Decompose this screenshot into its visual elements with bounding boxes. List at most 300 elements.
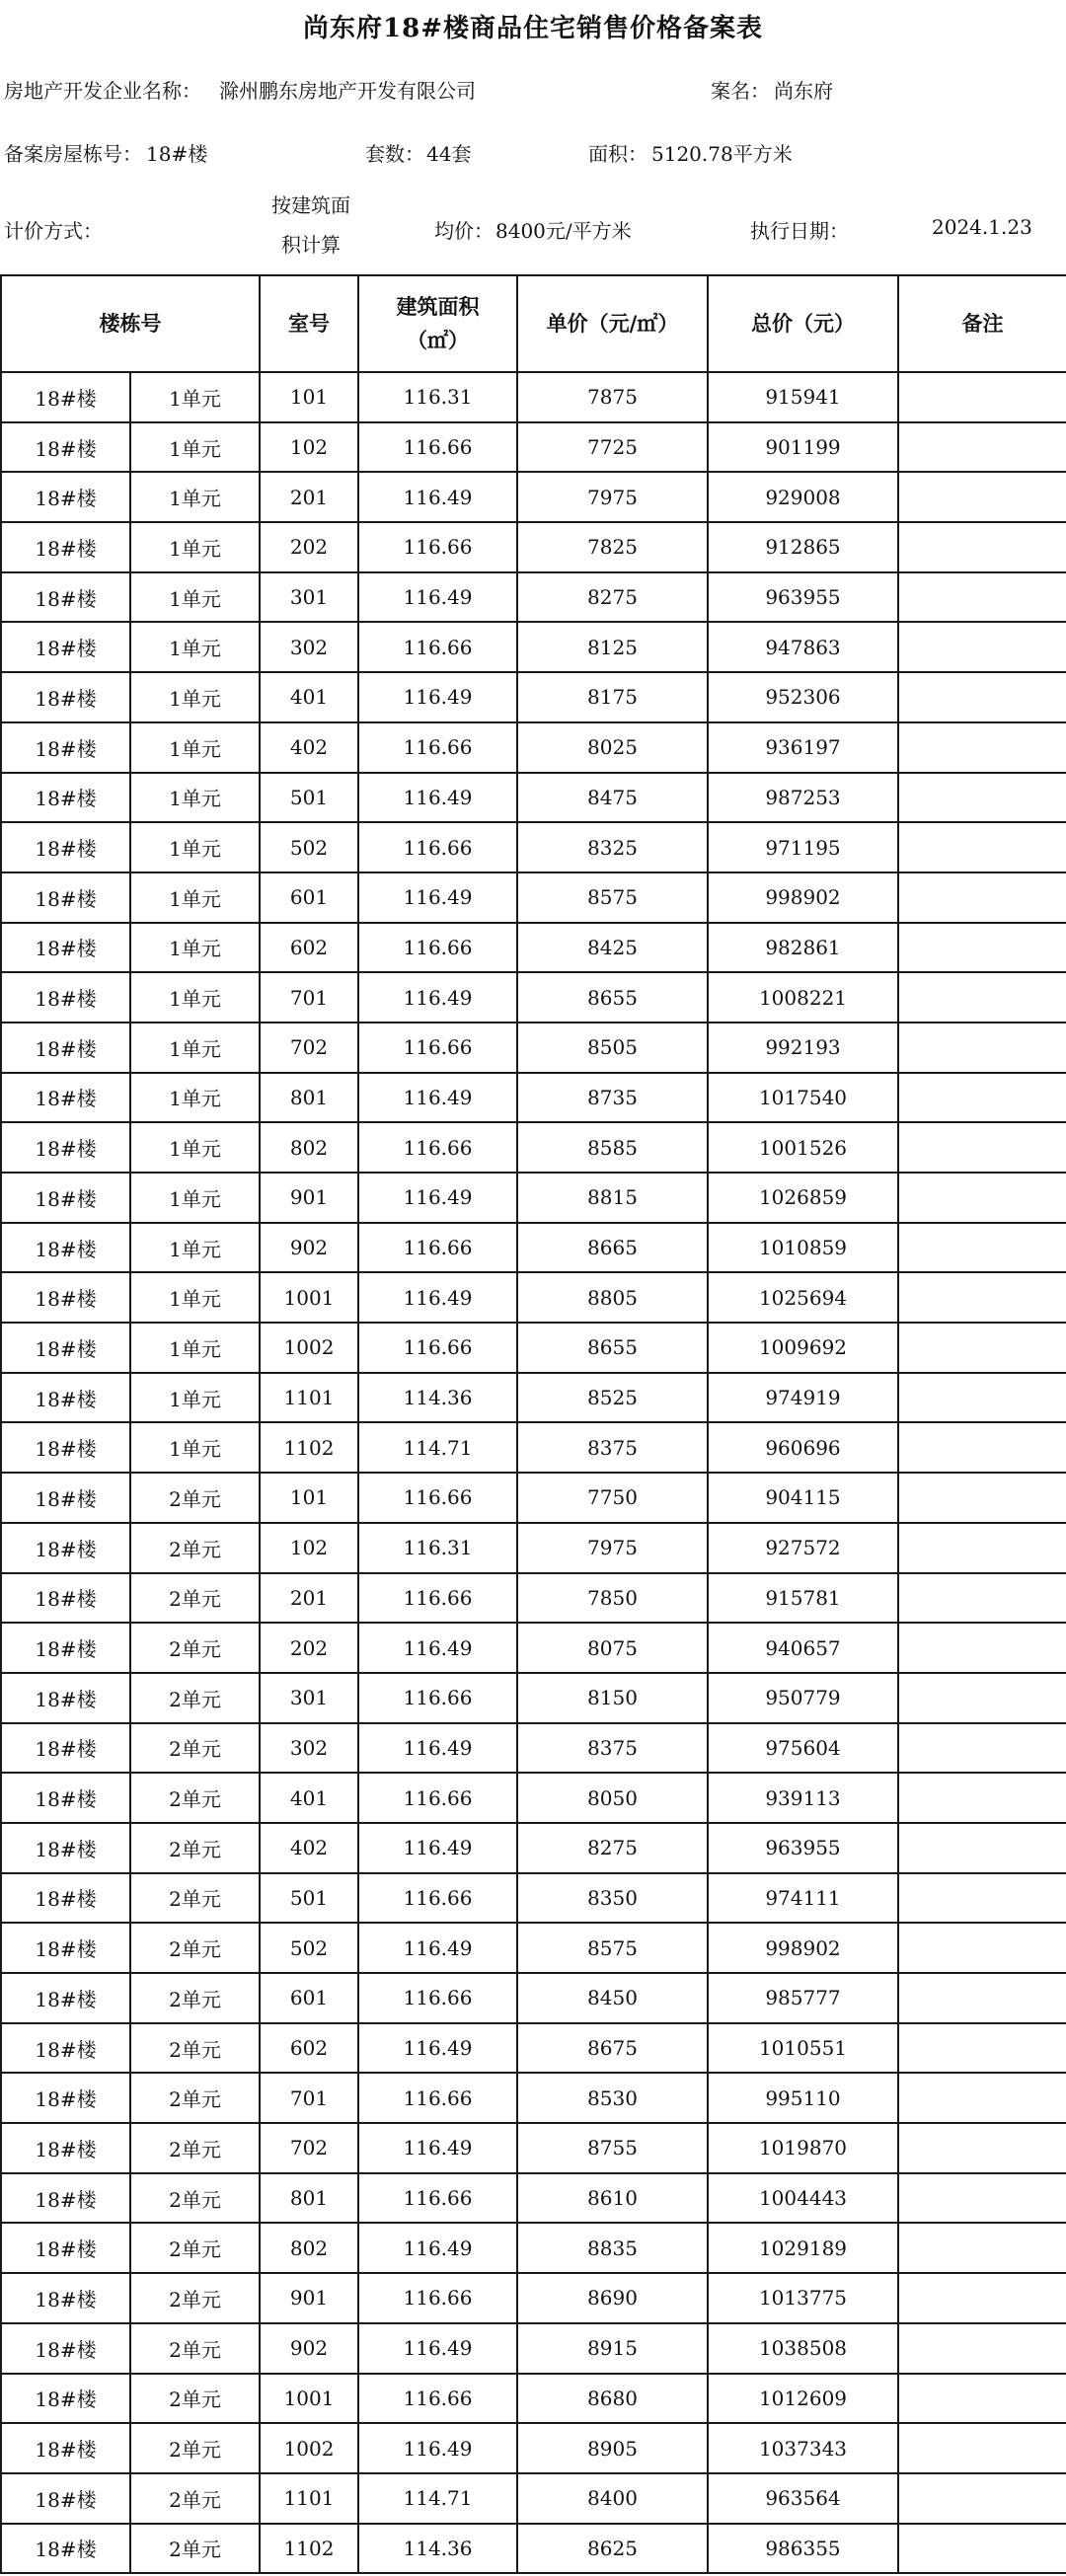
unit-price-cell: 8175	[517, 672, 708, 722]
area-value: 5120.78平方米	[651, 142, 793, 166]
building-cell: 18#楼	[1, 1723, 130, 1774]
unit-cell: 1单元	[130, 1122, 260, 1173]
room-cell: 902	[260, 2323, 358, 2374]
total-price-cell: 901199	[708, 422, 898, 473]
avg-price-label: 均价：	[434, 219, 494, 243]
room-cell: 901	[260, 2273, 358, 2323]
unit-cell: 2单元	[130, 1923, 260, 1973]
room-cell: 802	[260, 2223, 358, 2273]
total-price-cell: 1029189	[708, 2223, 898, 2273]
note-cell	[898, 2374, 1066, 2424]
building-cell: 18#楼	[1, 1223, 130, 1273]
table-row	[1, 1073, 1066, 1123]
note-cell	[898, 1223, 1066, 1273]
building-cell: 18#楼	[1, 722, 130, 773]
area-cell: 116.49	[358, 2223, 517, 2273]
area-cell: 116.66	[358, 1473, 517, 1523]
unit-price-cell: 7825	[517, 522, 708, 572]
table-row	[1, 1323, 1066, 1373]
total-price-cell: 1019870	[708, 2123, 898, 2173]
building-cell: 18#楼	[1, 2123, 130, 2173]
table-body	[1, 372, 1066, 2573]
table-row	[1, 1023, 1066, 1073]
total-price-cell: 939113	[708, 1773, 898, 1823]
table-row	[1, 1873, 1066, 1924]
unit-price-cell: 8575	[517, 1923, 708, 1973]
unit-cell: 2单元	[130, 2473, 260, 2524]
unit-price-cell: 8585	[517, 1122, 708, 1173]
building-cell: 18#楼	[1, 422, 130, 473]
total-price-cell: 985777	[708, 1973, 898, 2023]
total-price-cell: 971195	[708, 822, 898, 872]
unit-cell: 2单元	[130, 1523, 260, 1573]
room-cell: 202	[260, 1623, 358, 1673]
unit-price-cell: 8400	[517, 2473, 708, 2524]
table-row	[1, 522, 1066, 572]
total-price-cell: 974111	[708, 1873, 898, 1924]
note-cell	[898, 1173, 1066, 1223]
unit-cell: 2单元	[130, 1673, 260, 1723]
room-cell: 702	[260, 1023, 358, 1073]
unit-cell: 1单元	[130, 722, 260, 773]
unit-cell: 1单元	[130, 522, 260, 572]
total-price-cell: 927572	[708, 1523, 898, 1573]
unit-cell: 2单元	[130, 2423, 260, 2473]
note-cell	[898, 1373, 1066, 1423]
note-cell	[898, 1023, 1066, 1073]
room-cell: 1001	[260, 1272, 358, 1323]
area-cell: 116.31	[358, 1523, 517, 1573]
unit-cell: 1单元	[130, 923, 260, 973]
total-price-cell: 947863	[708, 622, 898, 672]
total-price-cell: 1010859	[708, 1223, 898, 1273]
unit-cell: 1单元	[130, 1023, 260, 1073]
building-cell: 18#楼	[1, 2173, 130, 2224]
unit-cell: 2单元	[130, 2323, 260, 2374]
note-cell	[898, 1673, 1066, 1723]
unit-price-cell: 8815	[517, 1173, 708, 1223]
unit-cell: 1单元	[130, 1223, 260, 1273]
note-cell	[898, 722, 1066, 773]
unit-price-cell: 8425	[517, 923, 708, 973]
pricing-method	[247, 186, 375, 265]
total-price-cell: 1026859	[708, 1173, 898, 1223]
table-row	[1, 372, 1066, 422]
building-cell: 18#楼	[1, 923, 130, 973]
pricing-label: 计价方式：	[4, 219, 103, 243]
unit-price-cell: 7975	[517, 1523, 708, 1573]
total-price-cell: 929008	[708, 472, 898, 522]
area-cell: 116.49	[358, 2323, 517, 2374]
table-row	[1, 1473, 1066, 1523]
unit-price-cell: 8125	[517, 622, 708, 672]
total-price-cell: 915941	[708, 372, 898, 422]
room-cell: 902	[260, 1223, 358, 1273]
building-cell: 18#楼	[1, 2273, 130, 2323]
total-price-cell: 950779	[708, 1673, 898, 1723]
pricing-method-line2: 积计算	[281, 233, 341, 257]
total-price-cell: 1037343	[708, 2423, 898, 2473]
area-cell: 116.49	[358, 1723, 517, 1774]
building-cell: 18#楼	[1, 773, 130, 823]
table-row	[1, 1573, 1066, 1624]
note-cell	[898, 822, 1066, 872]
note-cell	[898, 1323, 1066, 1373]
total-price-cell: 1008221	[708, 972, 898, 1023]
area-cell: 116.49	[358, 2423, 517, 2473]
table-row	[1, 822, 1066, 872]
note-cell	[898, 2023, 1066, 2074]
building-value: 18#楼	[146, 142, 208, 166]
unit-price-cell: 8525	[517, 1373, 708, 1423]
room-cell: 201	[260, 1573, 358, 1624]
total-price-cell: 1017540	[708, 1073, 898, 1123]
unit-cell: 2单元	[130, 1823, 260, 1873]
building-cell: 18#楼	[1, 2374, 130, 2424]
note-cell	[898, 2273, 1066, 2323]
area-label: 面积：	[588, 142, 647, 166]
total-price-cell: 986355	[708, 2524, 898, 2574]
room-cell: 601	[260, 872, 358, 923]
effective-date-value: 2024.1.23	[932, 215, 1032, 239]
area-cell: 116.66	[358, 1223, 517, 1273]
note-cell	[898, 872, 1066, 923]
units-label: 套数：	[365, 142, 424, 166]
room-cell: 1001	[260, 2374, 358, 2424]
total-price-cell: 904115	[708, 1473, 898, 1523]
area-cell: 116.66	[358, 1023, 517, 1073]
note-cell	[898, 1073, 1066, 1123]
total-price-cell: 963955	[708, 1823, 898, 1873]
building-cell: 18#楼	[1, 1773, 130, 1823]
total-price-cell: 963955	[708, 572, 898, 623]
total-price-cell: 995110	[708, 2073, 898, 2123]
room-cell: 601	[260, 1973, 358, 2023]
table-row	[1, 472, 1066, 522]
unit-cell: 1单元	[130, 572, 260, 623]
area-cell: 116.49	[358, 773, 517, 823]
note-cell	[898, 372, 1066, 422]
room-cell: 1102	[260, 2524, 358, 2574]
unit-price-cell: 8325	[517, 822, 708, 872]
header-total: 总价（元）	[708, 275, 898, 372]
area-cell: 116.66	[358, 2273, 517, 2323]
total-price-cell: 960696	[708, 1422, 898, 1473]
unit-price-cell: 8450	[517, 1973, 708, 2023]
room-cell: 701	[260, 972, 358, 1023]
area-cell: 116.49	[358, 1823, 517, 1873]
pricing-method-line1: 按建筑面	[271, 193, 350, 217]
note-cell	[898, 1573, 1066, 1624]
building-cell: 18#楼	[1, 1173, 130, 1223]
table-row	[1, 2323, 1066, 2374]
area-cell: 116.66	[358, 722, 517, 773]
total-price-cell: 952306	[708, 672, 898, 722]
unit-cell: 2单元	[130, 2073, 260, 2123]
building-cell: 18#楼	[1, 522, 130, 572]
building-cell: 18#楼	[1, 1023, 130, 1073]
note-cell	[898, 672, 1066, 722]
note-cell	[898, 572, 1066, 623]
total-price-cell: 982861	[708, 923, 898, 973]
note-cell	[898, 972, 1066, 1023]
table-row	[1, 622, 1066, 672]
building-cell: 18#楼	[1, 1973, 130, 2023]
area-cell: 116.49	[358, 2123, 517, 2173]
header-building: 楼栋号	[1, 275, 260, 372]
unit-price-cell: 8625	[517, 2524, 708, 2574]
total-price-cell: 1013775	[708, 2273, 898, 2323]
unit-price-cell: 8375	[517, 1422, 708, 1473]
unit-price-cell: 8690	[517, 2273, 708, 2323]
developer-label: 房地产开发企业名称：	[4, 79, 201, 103]
building-cell: 18#楼	[1, 822, 130, 872]
note-cell	[898, 1623, 1066, 1673]
table-header-row	[1, 275, 1066, 372]
header-area-line2: （㎡）	[407, 328, 469, 352]
unit-price-cell: 8575	[517, 872, 708, 923]
note-cell	[898, 622, 1066, 672]
unit-price-cell: 8025	[517, 722, 708, 773]
building-cell: 18#楼	[1, 1573, 130, 1624]
unit-cell: 1单元	[130, 822, 260, 872]
unit-cell: 2单元	[130, 2374, 260, 2424]
table-row	[1, 1923, 1066, 1973]
room-cell: 402	[260, 722, 358, 773]
area-cell: 116.49	[358, 1923, 517, 1973]
room-cell: 1101	[260, 2473, 358, 2524]
room-cell: 1002	[260, 2423, 358, 2473]
room-cell: 602	[260, 923, 358, 973]
room-cell: 502	[260, 1923, 358, 1973]
room-cell: 302	[260, 622, 358, 672]
unit-cell: 2单元	[130, 2023, 260, 2074]
area-cell: 116.49	[358, 2023, 517, 2074]
note-cell	[898, 2073, 1066, 2123]
note-cell	[898, 2323, 1066, 2374]
table-row	[1, 2374, 1066, 2424]
room-cell: 801	[260, 1073, 358, 1123]
avg-price-value: 8400元/平方米	[495, 219, 632, 243]
table-row	[1, 1823, 1066, 1873]
table-row	[1, 2173, 1066, 2224]
room-cell: 501	[260, 1873, 358, 1924]
building-cell: 18#楼	[1, 1523, 130, 1573]
building-cell: 18#楼	[1, 2023, 130, 2074]
building-cell: 18#楼	[1, 2073, 130, 2123]
note-cell	[898, 1823, 1066, 1873]
building-cell: 18#楼	[1, 1473, 130, 1523]
unit-price-cell: 8075	[517, 1623, 708, 1673]
unit-cell: 1单元	[130, 1422, 260, 1473]
note-cell	[898, 522, 1066, 572]
unit-price-cell: 8655	[517, 972, 708, 1023]
area-cell: 114.36	[358, 1373, 517, 1423]
total-price-cell: 1009692	[708, 1323, 898, 1373]
building-cell: 18#楼	[1, 1422, 130, 1473]
area-cell: 116.49	[358, 1073, 517, 1123]
units-value: 44套	[426, 142, 472, 166]
unit-price-cell: 8505	[517, 1023, 708, 1073]
area-cell: 116.66	[358, 1673, 517, 1723]
unit-price-cell: 8150	[517, 1673, 708, 1723]
unit-cell: 2单元	[130, 1973, 260, 2023]
total-price-cell: 975604	[708, 1723, 898, 1774]
unit-cell: 1单元	[130, 472, 260, 522]
building-cell: 18#楼	[1, 2223, 130, 2273]
building-cell: 18#楼	[1, 372, 130, 422]
unit-cell: 2单元	[130, 2173, 260, 2224]
area-cell: 116.49	[358, 1272, 517, 1323]
table-row	[1, 1373, 1066, 1423]
note-cell	[898, 773, 1066, 823]
total-price-cell: 998902	[708, 1923, 898, 1973]
table-row	[1, 1523, 1066, 1573]
unit-price-cell: 7850	[517, 1573, 708, 1624]
unit-cell: 1单元	[130, 1073, 260, 1123]
unit-price-cell: 7875	[517, 372, 708, 422]
table-row	[1, 1173, 1066, 1223]
building-cell: 18#楼	[1, 622, 130, 672]
table-row	[1, 2524, 1066, 2574]
unit-price-cell: 8530	[517, 2073, 708, 2123]
total-price-cell: 992193	[708, 1023, 898, 1073]
area-cell: 114.36	[358, 2524, 517, 2574]
table-row	[1, 972, 1066, 1023]
building-cell: 18#楼	[1, 972, 130, 1023]
building-cell: 18#楼	[1, 1122, 130, 1173]
total-price-cell: 998902	[708, 872, 898, 923]
note-cell	[898, 2123, 1066, 2173]
total-price-cell: 1010551	[708, 2023, 898, 2074]
room-cell: 602	[260, 2023, 358, 2074]
table-row	[1, 872, 1066, 923]
area-cell: 116.49	[358, 1173, 517, 1223]
unit-cell: 1单元	[130, 872, 260, 923]
unit-cell: 1单元	[130, 622, 260, 672]
table-row	[1, 1422, 1066, 1473]
room-cell: 102	[260, 422, 358, 473]
table-row	[1, 923, 1066, 973]
note-cell	[898, 923, 1066, 973]
room-cell: 402	[260, 1823, 358, 1873]
area-cell: 116.31	[358, 372, 517, 422]
unit-price-cell: 8375	[517, 1723, 708, 1774]
note-cell	[898, 1873, 1066, 1924]
table-row	[1, 2123, 1066, 2173]
total-price-cell: 940657	[708, 1623, 898, 1673]
table-row	[1, 1623, 1066, 1673]
building-cell: 18#楼	[1, 1272, 130, 1323]
area-cell: 116.66	[358, 1323, 517, 1373]
total-price-cell: 936197	[708, 722, 898, 773]
unit-price-cell: 8675	[517, 2023, 708, 2074]
unit-price-cell: 8665	[517, 1223, 708, 1273]
unit-price-cell: 8350	[517, 1873, 708, 1924]
document-title: 尚东府18#楼商品住宅销售价格备案表	[303, 14, 763, 43]
unit-price-cell: 8805	[517, 1272, 708, 1323]
unit-cell: 2单元	[130, 1623, 260, 1673]
unit-cell: 2单元	[130, 1723, 260, 1774]
table-row	[1, 572, 1066, 623]
table-row	[1, 1272, 1066, 1323]
room-cell: 801	[260, 2173, 358, 2224]
total-price-cell: 974919	[708, 1373, 898, 1423]
area-cell: 116.66	[358, 2173, 517, 2224]
note-cell	[898, 2473, 1066, 2524]
building-cell: 18#楼	[1, 872, 130, 923]
room-cell: 702	[260, 2123, 358, 2173]
unit-cell: 2单元	[130, 1873, 260, 1924]
unit-cell: 1单元	[130, 1373, 260, 1423]
area-cell: 116.49	[358, 572, 517, 623]
building-cell: 18#楼	[1, 1073, 130, 1123]
unit-cell: 1单元	[130, 773, 260, 823]
unit-cell: 2单元	[130, 1473, 260, 1523]
unit-cell: 1单元	[130, 1323, 260, 1373]
room-cell: 502	[260, 822, 358, 872]
room-cell: 301	[260, 572, 358, 623]
total-price-cell: 1001526	[708, 1122, 898, 1173]
area-cell: 116.49	[358, 672, 517, 722]
building-cell: 18#楼	[1, 1373, 130, 1423]
building-cell: 18#楼	[1, 472, 130, 522]
room-cell: 1102	[260, 1422, 358, 1473]
room-cell: 901	[260, 1173, 358, 1223]
unit-price-cell: 7750	[517, 1473, 708, 1523]
note-cell	[898, 2423, 1066, 2473]
table-row	[1, 1773, 1066, 1823]
building-cell: 18#楼	[1, 2524, 130, 2574]
area-cell: 116.66	[358, 1873, 517, 1924]
unit-cell: 1单元	[130, 372, 260, 422]
total-price-cell: 1025694	[708, 1272, 898, 1323]
unit-price-cell: 8915	[517, 2323, 708, 2374]
building-cell: 18#楼	[1, 1623, 130, 1673]
room-cell: 501	[260, 773, 358, 823]
table-row	[1, 2423, 1066, 2473]
building-cell: 18#楼	[1, 1923, 130, 1973]
area-cell: 116.66	[358, 1573, 517, 1624]
area-cell: 116.66	[358, 422, 517, 473]
header-unit-price: 单价（元/㎡）	[517, 275, 708, 372]
header-area	[358, 275, 517, 372]
table-row	[1, 2273, 1066, 2323]
room-cell: 102	[260, 1523, 358, 1573]
area-cell: 116.66	[358, 1122, 517, 1173]
total-price-cell: 915781	[708, 1573, 898, 1624]
unit-cell: 1单元	[130, 1272, 260, 1323]
note-cell	[898, 422, 1066, 473]
note-cell	[898, 1422, 1066, 1473]
unit-price-cell: 8050	[517, 1773, 708, 1823]
table-row	[1, 672, 1066, 722]
room-cell: 1002	[260, 1323, 358, 1373]
note-cell	[898, 1723, 1066, 1774]
room-cell: 701	[260, 2073, 358, 2123]
note-cell	[898, 472, 1066, 522]
area-cell: 116.66	[358, 1973, 517, 2023]
total-price-cell: 963564	[708, 2473, 898, 2524]
unit-cell: 2单元	[130, 2273, 260, 2323]
building-cell: 18#楼	[1, 2473, 130, 2524]
note-cell	[898, 1122, 1066, 1173]
table-row	[1, 1223, 1066, 1273]
building-cell: 18#楼	[1, 2423, 130, 2473]
developer-value: 滁州鹏东房地产开发有限公司	[219, 79, 476, 103]
table-row	[1, 422, 1066, 473]
room-cell: 201	[260, 472, 358, 522]
